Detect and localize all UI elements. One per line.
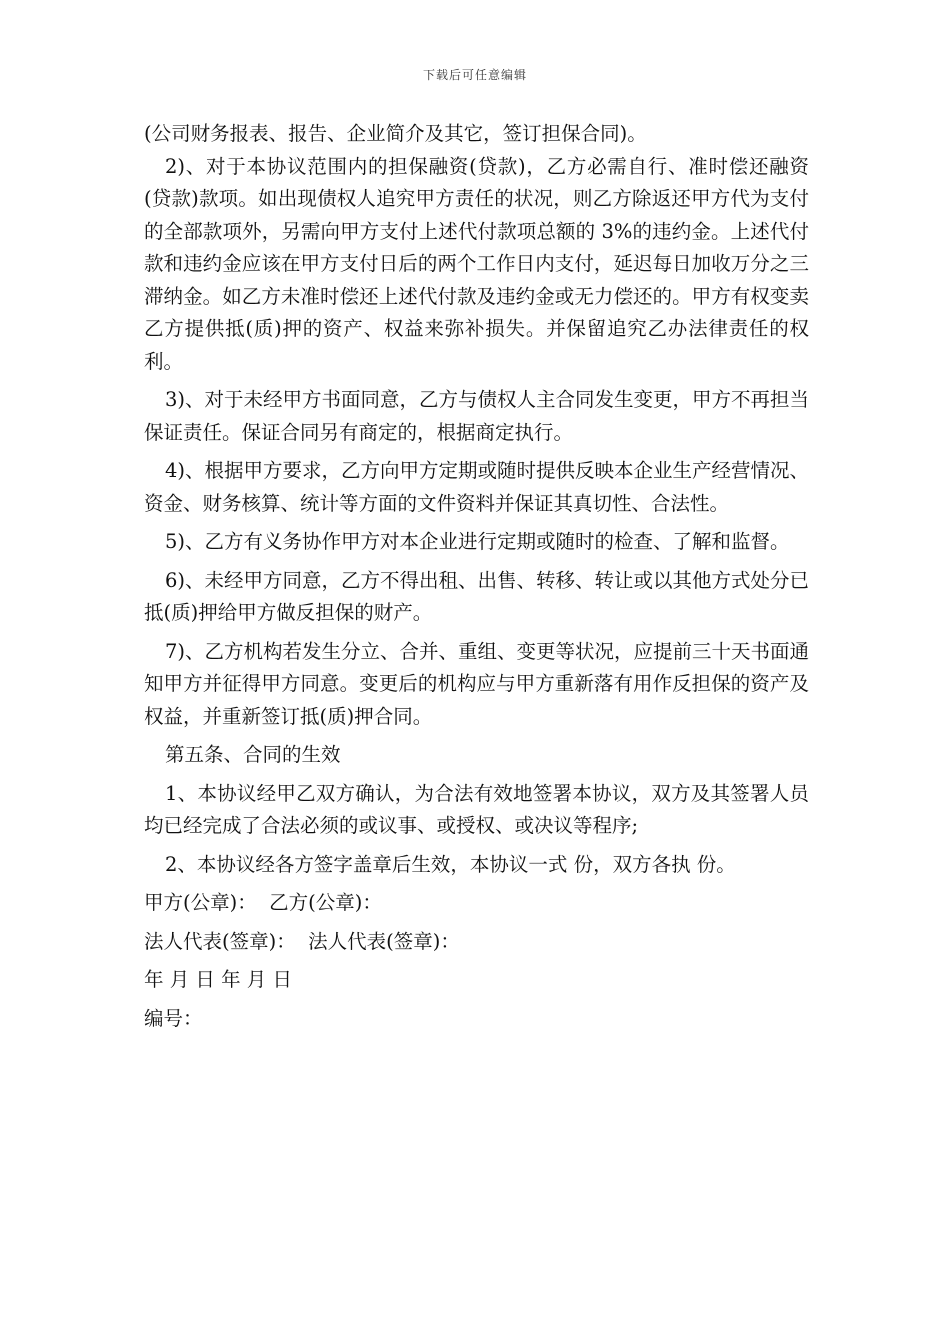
signature-date-line: 年 月 日 年 月 日 [144,968,292,991]
signature-representative-line: 法人代表(签章)： 法人代表(签章)： [144,929,460,953]
section-heading-effectiveness: 第五条、合同的生效 [165,743,341,766]
page-header: 下载后可任意编辑 [422,68,527,82]
document-number-line: 编号： [144,1006,203,1030]
paragraph-clause-4: 4)、根据甲方要求，乙方向甲方定期或随时提供反映本企业生产经营情况、资金、财务核算、统计等方面的文件资料并保证其真切性、合法性。 [144,459,810,515]
paragraph-clause-5: 5)、乙方有义务协作甲方对本企业进行定期或随时的检查、了解和监督。 [165,530,790,553]
document-body [144,118,809,1035]
signature-party-line: 甲方(公章)： 乙方(公章)： [144,891,382,914]
paragraph-effect-2: 2、本协议经各方签字盖章后生效，本协议一式 份，双方各执 份。 [165,852,736,876]
paragraph-clause-7: 7)、乙方机构若发生分立、合并、重组、变更等状况，应提前三十天书面通知甲方并征得甲方同意。变更后的机构应与甲方重新落有用作反担保的资产及权益，并重新签订抵(质)押合同。 [144,639,810,728]
paragraph-clause-6: 6)、未经甲方同意，乙方不得出租、出售、转移、转让或以其他方式处分已抵(质)押给甲方做反担保的财产。 [144,568,810,624]
paragraph-effect-1: 1、本协议经甲乙双方确认，为合法有效地签署本协议，双方及其签署人员均已经完成了合法必须的或议事、或授权、或决议等程序; [144,781,809,837]
paragraph-clause-3: 3)、对于未经甲方书面同意，乙方与债权人主合同发生变更，甲方不再担当保证责任。保证合同另有商定的，根据商定执行。 [144,388,810,444]
paragraph-intro: (公司财务报表、报告、企业简介及其它，签订担保合同)。 [144,122,647,145]
paragraph-clause-2: 2)、对于本协议范围内的担保融资(贷款)，乙方必需自行、准时偿还融资(贷款)款项。如出现债权人追究甲方责任的状况，则乙方除返还甲方代为支付的全部款项外，另需向甲方支付上述代付款项总额的 3%的违约金。上述代付款和违约金应该在甲方支付日后的两个工作日内支付，延迟每日加收万分之三滞纳金。如乙方未准时偿还上述代付款及违约金或无力偿还的。甲方有权变卖乙方提供抵(质)押的资产、权益来弥补损失。并保留追究乙办法律责任的权利。 [144,154,809,373]
